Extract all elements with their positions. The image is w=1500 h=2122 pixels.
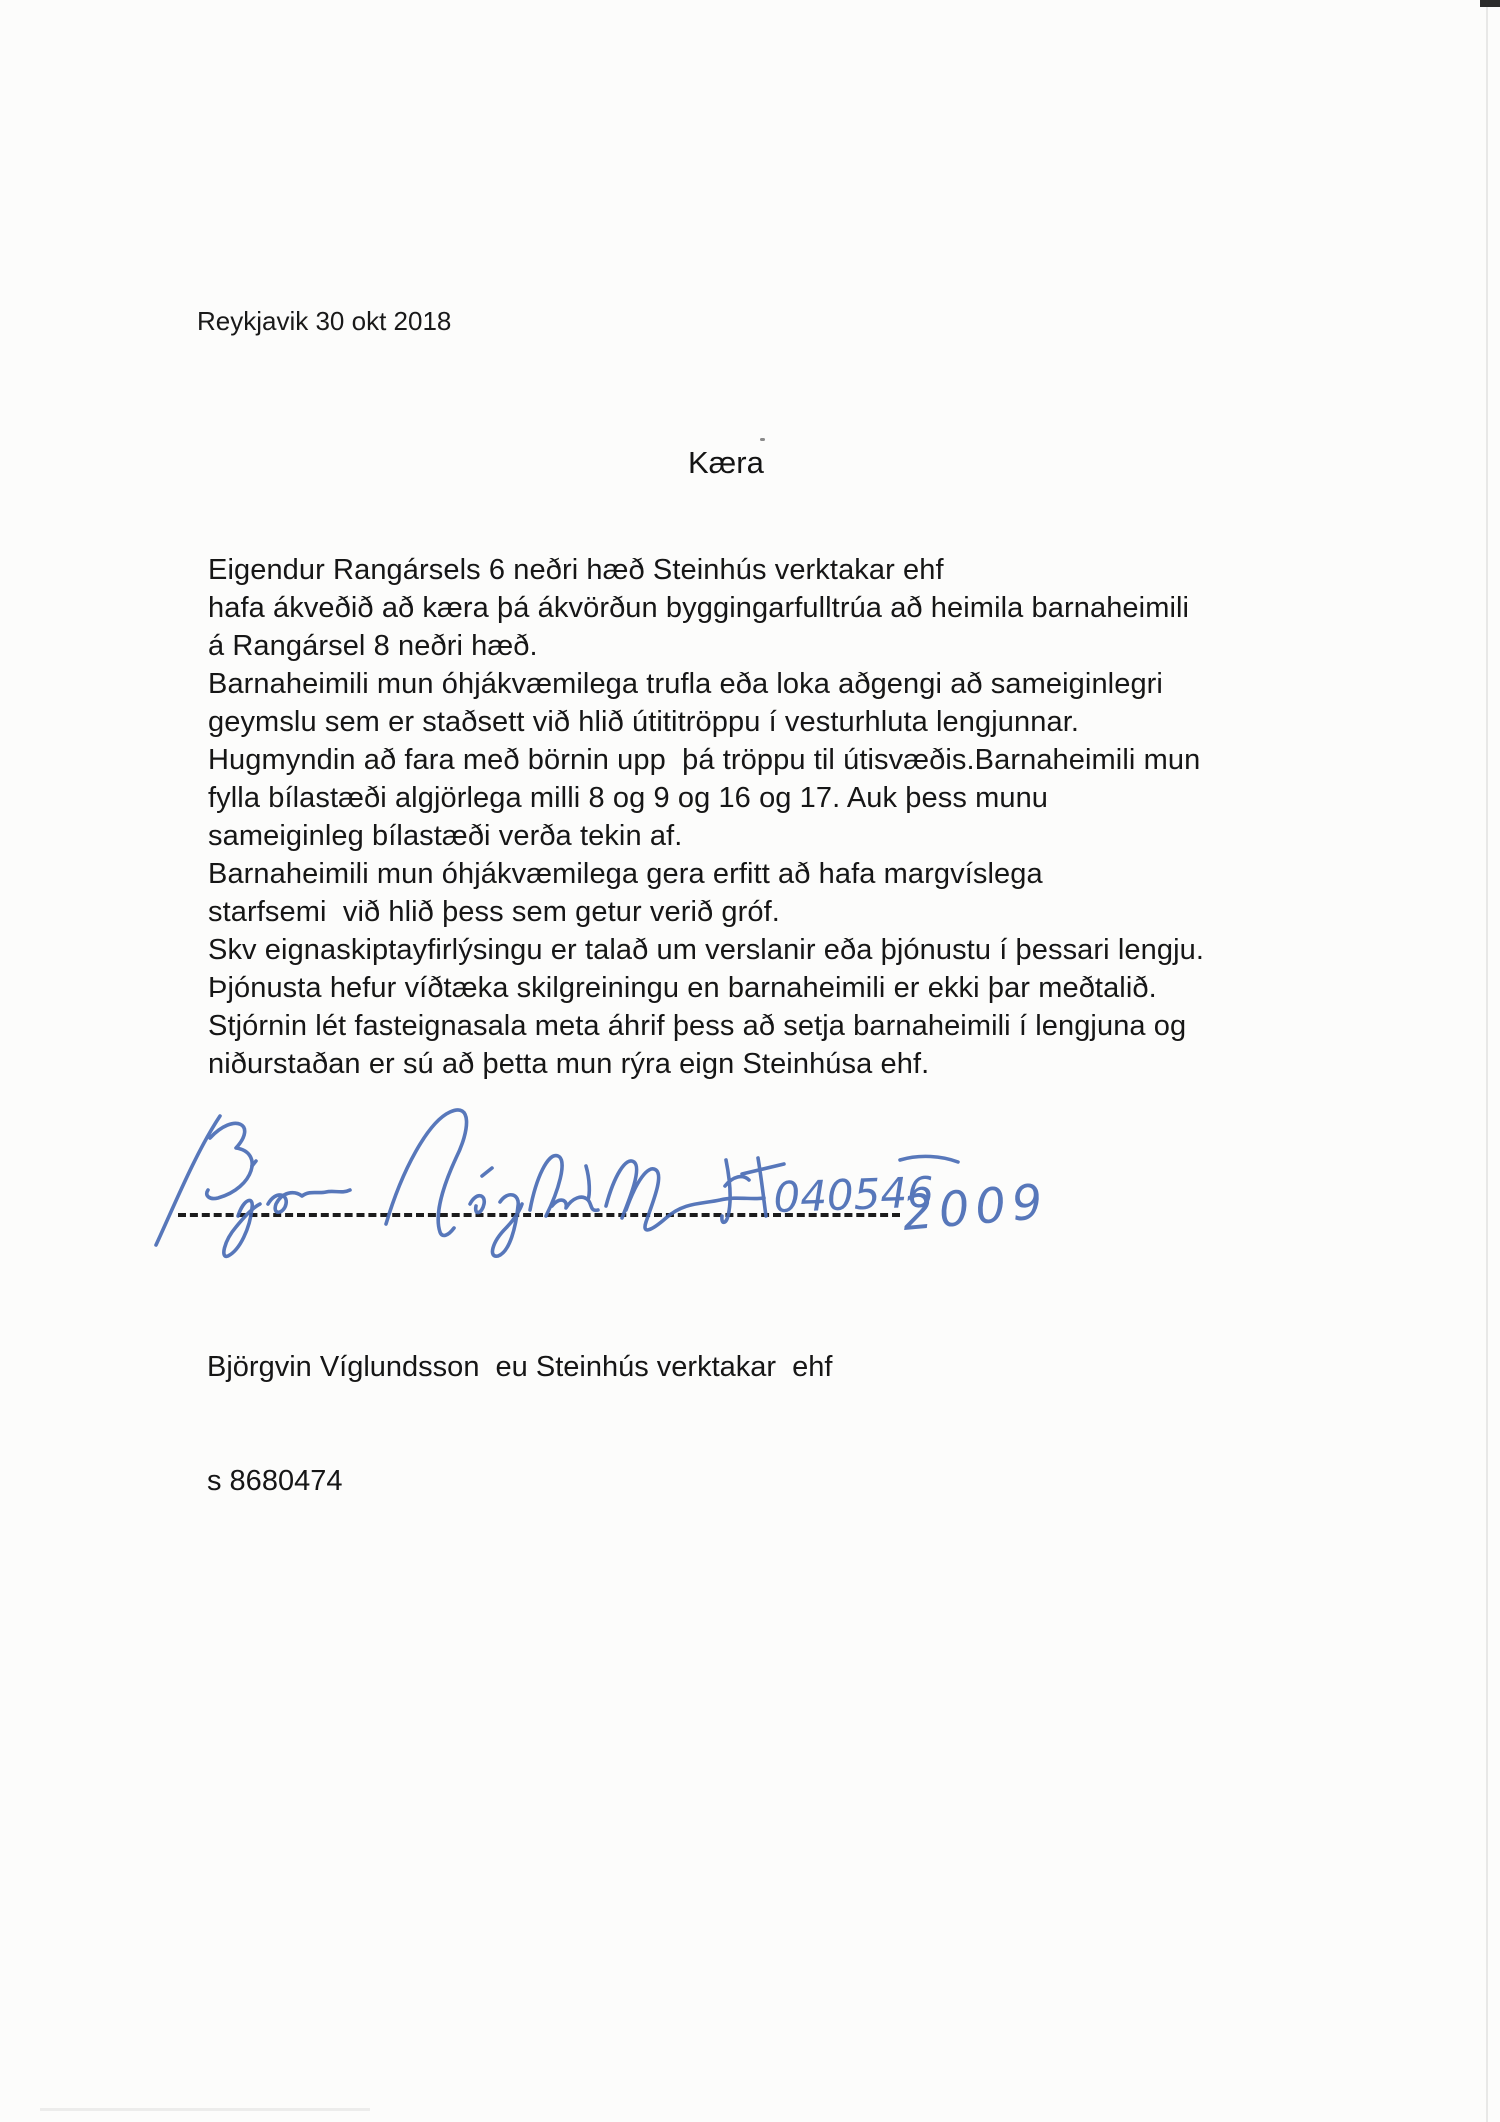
signature-scribble-V — [386, 1110, 467, 1236]
body-line: niðurstaðan er sú að þetta mun rýra eign Steinhúsa ehf. — [208, 1048, 930, 1080]
body-line: Barnaheimili mun óhjákvæmilega trufla eða loka aðgengi að sameiginlegri — [208, 668, 1163, 700]
signatory-phone: s 8680474 — [207, 1465, 343, 1497]
body-line: Eigendur Rangársels 6 neðri hæð Steinhús verktakar ehf — [208, 554, 944, 586]
body-line: Þjónusta hefur víðtæka skilgreiningu en barnaheimili er ekki þar meðtalið. — [208, 972, 1157, 1004]
signature-scribble-ig — [470, 1168, 522, 1256]
body-line: Skv eignaskiptayfirlýsingu er talað um verslanir eða þjónustu í þessari lengju. — [208, 934, 1205, 966]
signature-scribble-or — [268, 1190, 350, 1212]
body-line: geymslu sem er staðsett við hlið útititröppu í vesturhluta lengjunnar. — [208, 706, 1080, 738]
body-line: Barnaheimili mun óhjákvæmilega gera erfitt að hafa margvíslega — [208, 858, 1043, 890]
signature-scribble-j — [224, 1161, 260, 1256]
letter-heading: Kæra — [688, 445, 764, 480]
body-line: á Rangársel 8 neðri hæð. — [208, 630, 538, 662]
body-line: fylla bílastæði algjörlega milli 8 og 9 og 16 og 17. Auk þess munu — [208, 782, 1049, 814]
letter-body — [208, 551, 1328, 1083]
handwritten-number-2: 2009 — [900, 1173, 1051, 1242]
body-line: sameiginleg bílastæði verða tekin af. — [208, 820, 683, 852]
scan-edge-line — [1486, 0, 1488, 2122]
body-line: starfsemi við hlið þess sem getur verið gróf. — [208, 896, 780, 928]
handwritten-signature — [140, 1100, 1060, 1270]
handwritten-number-1: 040546 — [772, 1167, 935, 1222]
signatory-name: Björgvin Víglundsson eu Steinhús verktakar ehf — [207, 1351, 833, 1383]
scan-bottom-smudge — [40, 2108, 370, 2111]
signature-scribble-tail — [606, 1161, 764, 1230]
body-line: Stjórnin lét fasteignasala meta áhrif þess að setja barnaheimili í lengjuna og — [208, 1010, 1187, 1042]
handwritten-2-overbar — [900, 1156, 958, 1162]
body-line: Hugmyndin að fara með börnin upp þá tröppu til útisvæðis.Barnaheimili mun — [208, 744, 1201, 776]
signature-scribble-l — [530, 1156, 562, 1216]
letter-date: Reykjavik 30 okt 2018 — [197, 306, 452, 336]
signatory-block — [207, 1272, 832, 1576]
body-line: hafa ákveðið að kæra þá ákvörðun byggingarfulltrúa að heimila barnaheimili — [208, 592, 1190, 624]
scan-corner-artifact — [1480, 0, 1500, 7]
scan-speck — [760, 438, 765, 441]
